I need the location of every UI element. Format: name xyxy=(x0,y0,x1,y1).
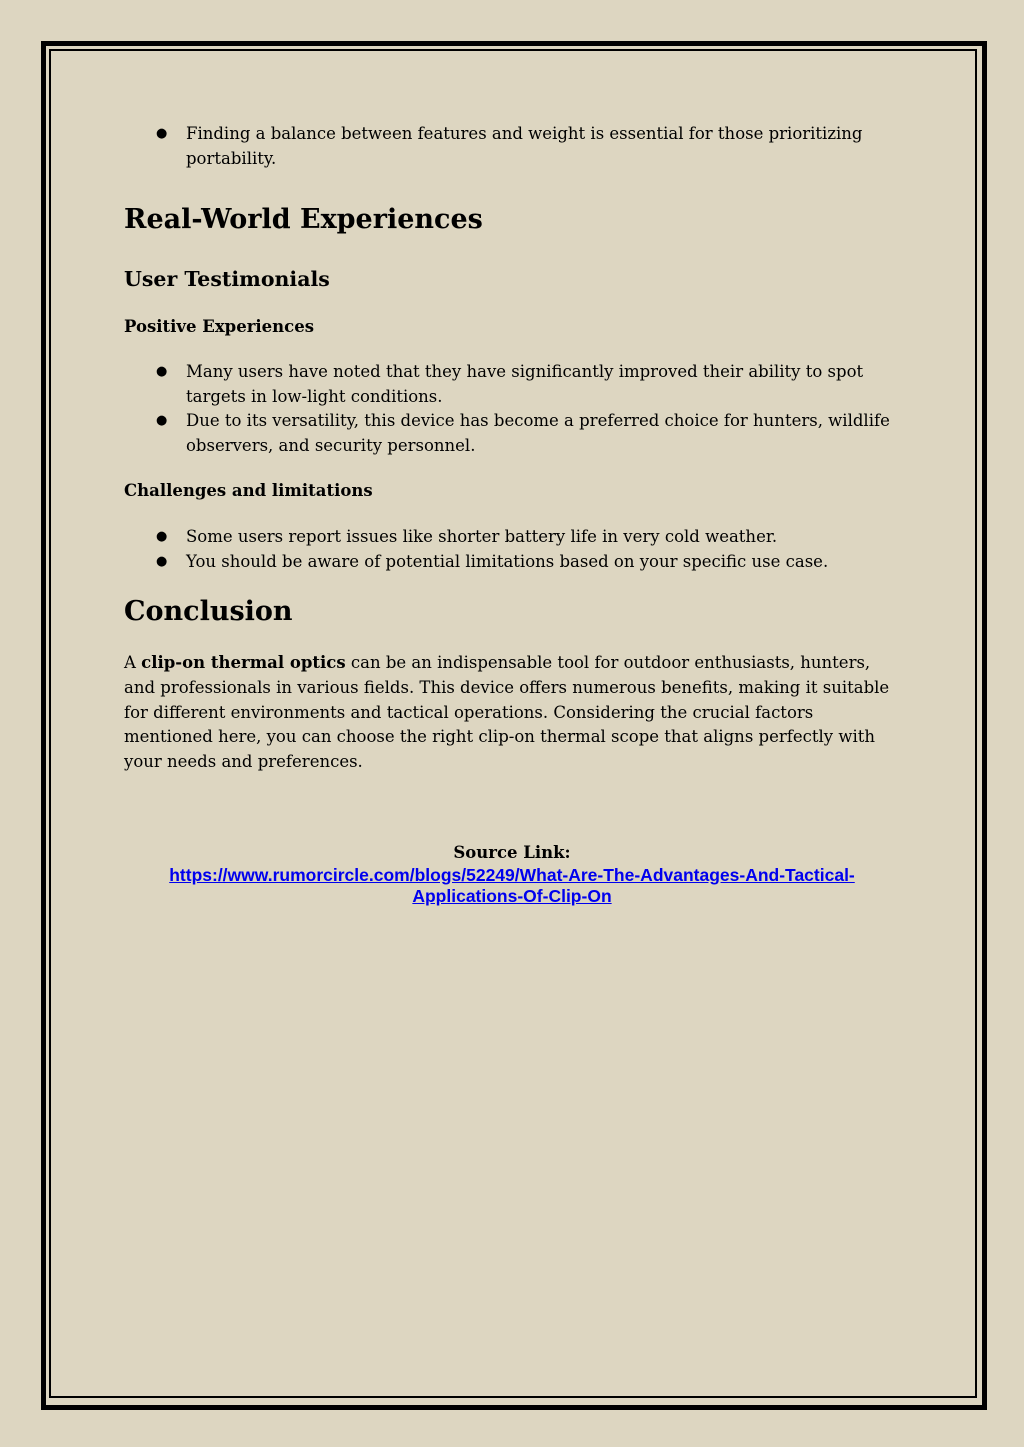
conclusion-paragraph-block xyxy=(124,651,904,775)
list-item-text: Due to its versatility, this device has become a preferred choice for hunters, wildlife observers, and security personnel. xyxy=(186,411,890,455)
list-item xyxy=(124,122,914,171)
conclusion-prefix: A xyxy=(124,653,142,672)
source-url-line2: Applications-Of-Clip-On xyxy=(412,886,612,906)
bullet-icon: ● xyxy=(156,364,168,379)
section-heading: Real-World Experiences xyxy=(124,204,483,235)
positive-heading-block xyxy=(124,316,914,338)
challenges-heading-block xyxy=(124,480,914,502)
subsection-heading: User Testimonials xyxy=(124,267,330,291)
source-label: Source Link: xyxy=(453,843,571,862)
source-link[interactable] xyxy=(124,865,900,907)
list-item-text: Finding a balance between features and weight is essential for those prioritizing portability. xyxy=(186,124,863,168)
subheading-block xyxy=(124,266,914,292)
bullet-icon: ● xyxy=(156,553,168,569)
challenges-heading: Challenges and limitations xyxy=(124,481,373,500)
positive-experiences-heading: Positive Experiences xyxy=(124,317,314,336)
positive-bullet-list xyxy=(124,360,914,458)
list-item xyxy=(124,550,914,575)
conclusion-rest: can be an indispensable tool for outdoor enthusiasts, hunters, and professionals in various fields. This device offers numerous benefits, making it suitable for different environments and tactical operations. Considering the crucial factors mentioned here, you can choose the right clip-on thermal scope that aligns perfectly with your needs and preferences. xyxy=(124,653,890,772)
list-item-text: You should be aware of potential limitations based on your specific use case. xyxy=(186,551,829,571)
conclusion-paragraph xyxy=(124,651,904,775)
positive-list-block xyxy=(124,360,914,458)
bullet-icon: ● xyxy=(156,413,168,428)
intro-bullet-list xyxy=(124,122,914,171)
challenges-bullet-list xyxy=(124,525,914,574)
source-url-line1: https://www.rumorcircle.com/blogs/52249/What-Are-The-Advantages-And-Tactical- xyxy=(169,865,855,885)
source-block xyxy=(124,841,900,907)
conclusion-bold-term: clip-on thermal optics xyxy=(141,653,346,672)
challenges-list-block xyxy=(124,525,914,574)
conclusion-heading: Conclusion xyxy=(124,596,293,627)
conclusion-heading-block xyxy=(124,595,914,629)
list-item-text: Some users report issues like shorter battery life in very cold weather. xyxy=(186,527,778,546)
list-item-text: Many users have noted that they have significantly improved their ability to spot targets in low-light conditions. xyxy=(186,362,864,406)
intro-list-block xyxy=(124,122,914,171)
bullet-icon: ● xyxy=(156,529,168,544)
section-heading-block xyxy=(124,203,914,237)
list-item xyxy=(124,409,914,458)
list-item xyxy=(124,360,914,409)
list-item xyxy=(124,525,914,550)
bullet-icon: ● xyxy=(156,126,168,141)
